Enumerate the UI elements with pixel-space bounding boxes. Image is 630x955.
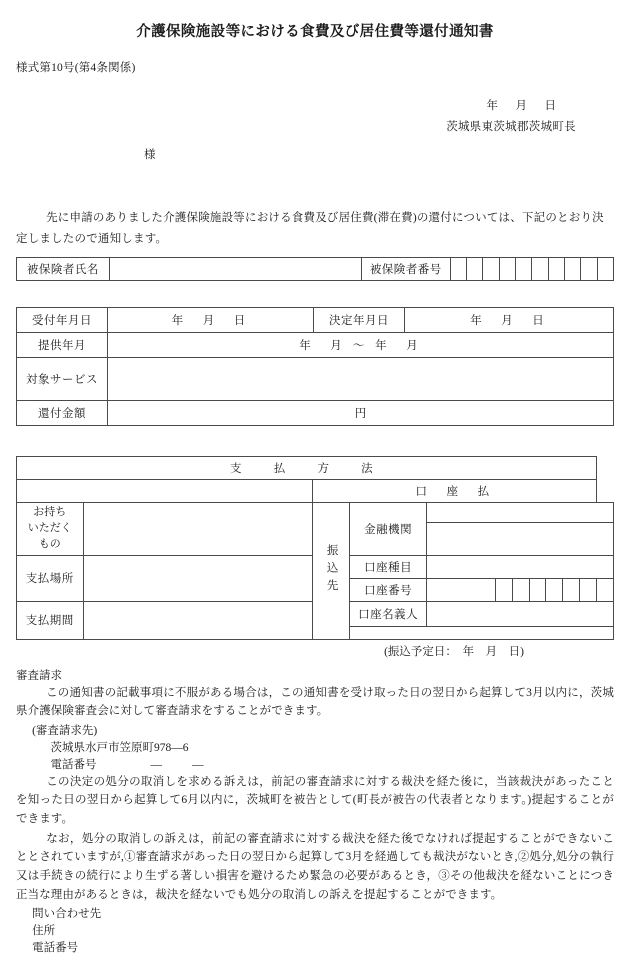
appeal-destination-tel <box>16 756 614 772</box>
target-service-label: 対象サービス <box>17 357 108 400</box>
lawsuit-paragraph-1: この決定の処分の取消しを求める訴えは，前記の審査請求に対する裁決を経た後に，当該裁決があったことを知った日の翌日から起算して6月以内に，茨城町を被告として(町長が被告の代表者となります。)提起することができます。 <box>16 775 614 826</box>
scheduled-transfer-note: (振込予定日： 年 月 日) <box>384 645 524 658</box>
account-number-cell-3[interactable] <box>529 578 546 601</box>
lawsuit-paragraph-2: なお，処分の取消しの訴えは，前記の審査請求に対する裁決を経た後でなければ提起することができないこととされていますが,①審査請求があった日の翌日から起算して3月を経過しても裁決がないとき,②処分,処分の執行又は手続きの続行により生ずる著しい損害を避けるため緊急の必要があるとき，③その他裁決を経ないことにつき正当な理由があるときは，裁決を経ないでも処分の取消しの訴えを提起することができます。 <box>16 832 614 901</box>
account-number-cell-5[interactable] <box>563 578 580 601</box>
account-holder-label: 口座名義人 <box>350 601 427 626</box>
page-title: 介護保険施設等における食費及び居住費等還付通知書 <box>136 24 494 40</box>
insured-number-cell-6[interactable] <box>532 257 548 280</box>
account-number-cell-4[interactable] <box>546 578 563 601</box>
table-row <box>17 332 614 357</box>
table-row <box>17 502 614 522</box>
account-number-cell-6[interactable] <box>580 578 597 601</box>
decision-date-value[interactable]: 年 月 日 <box>405 307 614 332</box>
contact-tel-label: 電話番号 <box>32 942 79 955</box>
payment-place-label: 支払場所 <box>17 555 84 601</box>
account-number-cell-7[interactable] <box>597 578 614 601</box>
issuer-name: 茨城県東茨城郡茨城町長 <box>446 121 576 133</box>
table-row <box>17 400 614 425</box>
payment-method-title: 支 払 方 法 <box>17 456 597 479</box>
insured-person-table <box>16 257 614 281</box>
account-pay-header: 口 座 払 <box>312 479 596 502</box>
bring-items-label-line2: いただく <box>27 521 72 534</box>
refund-amount-label: 還付金額 <box>17 400 108 425</box>
decision-date-label: 決定年月日 <box>314 307 405 332</box>
bring-items-label-line3: もの <box>38 537 61 550</box>
payment-header-blank <box>17 479 313 502</box>
appeal-heading: 審査請求 <box>16 669 62 682</box>
insured-number-cell-1[interactable] <box>450 257 466 280</box>
table-row <box>17 479 614 502</box>
table-row <box>17 257 614 280</box>
appeal-destination-address: 茨城県水戸市笠原町978―6 <box>50 741 189 754</box>
transfer-destination-label: 振込先 <box>312 502 349 639</box>
financial-institution-value-top[interactable] <box>427 502 614 522</box>
insured-name-value[interactable] <box>109 257 361 280</box>
financial-institution-value-bottom[interactable] <box>427 523 614 556</box>
payment-period-value[interactable] <box>83 601 312 639</box>
issue-date-line: 年 月 日 <box>486 100 559 112</box>
insured-number-cell-10[interactable] <box>597 257 613 280</box>
insured-number-cell-8[interactable] <box>565 257 581 280</box>
bring-items-label <box>17 502 84 555</box>
refund-amount-value[interactable]: 円 <box>108 400 614 425</box>
appeal-tel-dash-1: ― <box>150 758 162 771</box>
account-number-label: 口座番号 <box>350 578 427 601</box>
appeal-destination-heading: (審査請求先) <box>32 724 98 737</box>
insured-name-label: 被保険者氏名 <box>17 257 110 280</box>
provide-month-label: 提供年月 <box>17 332 108 357</box>
account-type-label: 口座種目 <box>350 555 427 578</box>
contact-heading: 問い合わせ先 <box>32 908 102 921</box>
account-type-value[interactable] <box>427 555 614 578</box>
account-number-cell-2[interactable] <box>512 578 529 601</box>
appeal-paragraph: この通知書の記載事項に不服がある場合は，この通知書を受け取った日の翌日から起算して3月以内に，茨城県介護保険審査会に対して審査請求をすることができます。 <box>16 686 614 718</box>
form-number: 様式第10号(第4条関係) <box>16 62 136 74</box>
insured-number-cell-3[interactable] <box>483 257 499 280</box>
appeal-tel-dash-2: ― <box>192 758 204 771</box>
contact-address-label: 住所 <box>32 925 56 938</box>
target-service-value[interactable] <box>108 357 614 400</box>
table-row <box>17 357 614 400</box>
account-number-value[interactable] <box>427 578 496 601</box>
bring-items-value[interactable] <box>83 502 312 555</box>
payment-place-value[interactable] <box>83 555 312 601</box>
bring-items-label-line1: お持ち <box>33 505 67 518</box>
insured-number-cell-2[interactable] <box>467 257 483 280</box>
insured-number-cell-9[interactable] <box>581 257 597 280</box>
provide-month-value[interactable]: 年 月 〜 年 月 <box>108 332 614 357</box>
table-row <box>17 456 614 479</box>
insured-number-cell-7[interactable] <box>548 257 564 280</box>
financial-institution-label: 金融機関 <box>350 502 427 555</box>
insured-number-label: 被保険者番号 <box>361 257 450 280</box>
payment-period-label: 支払期間 <box>17 601 84 639</box>
payment-method-table <box>16 456 614 640</box>
reception-date-value[interactable]: 年 月 日 <box>108 307 314 332</box>
addressee-suffix: 様 <box>144 149 156 161</box>
account-number-cell-1[interactable] <box>495 578 512 601</box>
table-row <box>17 307 614 332</box>
appeal-tel-label: 電話番号 <box>50 758 97 771</box>
insured-number-cell-4[interactable] <box>499 257 515 280</box>
reception-date-label: 受付年月日 <box>17 307 108 332</box>
account-holder-value[interactable] <box>427 601 614 626</box>
intro-paragraph: 先に申請のありました介護保険施設等における食費及び居住費(滞在費)の還付については、下記のとおり決定しましたので通知します。 <box>16 212 604 246</box>
refund-details-table <box>16 307 614 426</box>
insured-number-cell-5[interactable] <box>516 257 532 280</box>
account-holder-spacer <box>350 626 614 639</box>
